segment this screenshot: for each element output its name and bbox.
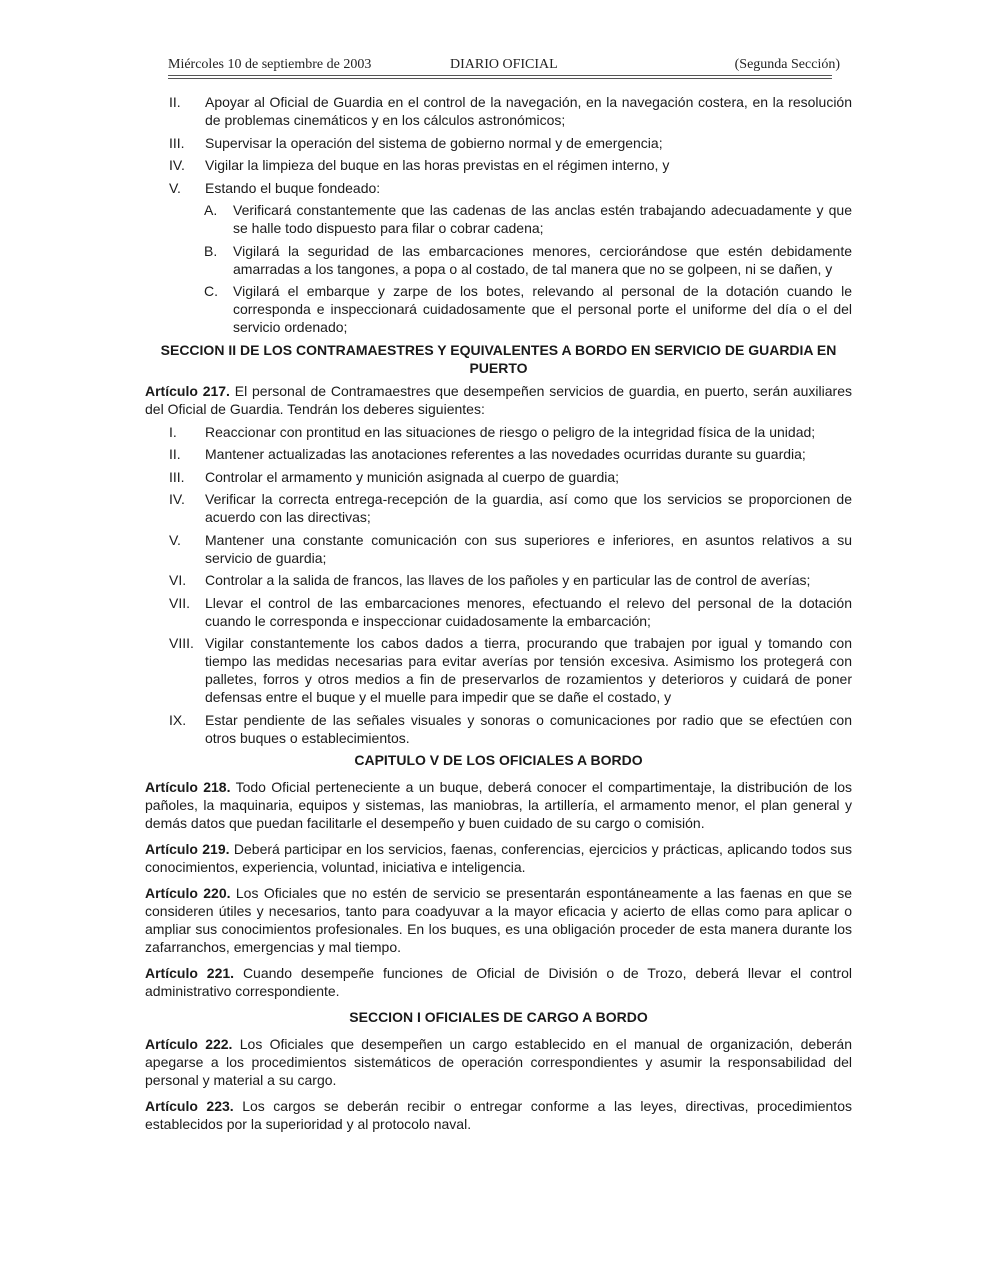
sublist-letter: A. [204, 202, 218, 218]
sublist-text: Vigilará la seguridad de las embarcaciones menores, cerciorándose que estén debidamente amarradas a los tangones, a popa o al costado, de tal manera que no se golpeen, ni se dañen, y [233, 242, 852, 277]
article-label: Artículo 217. [145, 382, 230, 399]
list-item [145, 156, 852, 174]
list-item [145, 179, 852, 197]
list-number: VI. [169, 572, 187, 588]
header-rule-bottom [168, 78, 832, 79]
header-title: DIARIO OFICIAL [450, 57, 558, 72]
article-text: Los cargos se deberán recibir o entregar conforme a las leyes, directivas, procedimientos establecidos por la superioridad y al protocolo naval. [145, 1098, 852, 1132]
list-item [145, 93, 852, 129]
list-number: IV. [169, 157, 185, 173]
article-label: Artículo 220. [145, 885, 231, 901]
header-rule-top [168, 75, 832, 76]
list-text: Vigilar constantemente los cabos dados a tierra, procurando que trabajen por igual y tomando con tiempo las medidas necesarias para evitar averías por tensión excesiva. Asimismo los protegerá con palletes, forros y otros medios a fin de preservarlos de rozamientos y deterioros y cuidará de poner defensas entre el buque y el muelle para impedir que se dañe el costado, y [205, 635, 852, 705]
list-text: Llevar el control de las embarcaciones menores, efectuando el relevo del personal de la dotación cuando le corresponda e inspeccionar cuidadosamente la embarcación; [205, 594, 852, 629]
list-number: V. [169, 179, 181, 196]
list-item [145, 468, 852, 486]
list-item [145, 634, 852, 706]
list-text: Estando el buque fondeado: [205, 179, 381, 196]
list-text: Controlar el armamento y munición asignada al cuerpo de guardia; [205, 468, 620, 485]
article-label: Artículo 222. [145, 1036, 233, 1052]
list-text: Vigilar la limpieza del buque en las horas previstas en el régimen interno, y [205, 157, 670, 173]
section-heading: SECCION II DE LOS CONTRAMAESTRES Y EQUIVALENTES A BORDO EN SERVICIO DE GUARDIA EN PUERTO [160, 341, 837, 376]
list-text: Controlar a la salida de francos, las llaves de los pañoles y en particular las de control de averías; [205, 572, 811, 588]
article-text: Todo Oficial perteneciente a un buque, deberá conocer el compartimentaje, la distribución de los pañoles, la maquinaria, equipos y sistemas, las maniobras, la artillería, el armamento menor, el plan general y demás datos que puedan facilitarle el desempeño y buen cuidado de su cargo o comisión. [145, 779, 852, 831]
list-item [145, 594, 852, 630]
list-number: IV. [169, 491, 185, 507]
sublist-text: Vigilará el embarque y zarpe de los botes, relevando al personal de la dotación cuando le corresponda e inspeccionará cuidadosamente que el personal porte el uniforme del día o el del servicio ordenado; [233, 283, 852, 335]
sublist-item [204, 201, 852, 237]
list-item [145, 423, 852, 441]
sublist-item [204, 282, 852, 336]
list-item [145, 531, 852, 567]
list-text: Verificar la correcta entrega-recepción de la guardia, así como que los servicios se proporcionen de acuerdo con las directivas; [205, 491, 852, 525]
list-number: II. [169, 446, 181, 462]
list-number: III. [169, 468, 185, 485]
article-label: Artículo 223. [145, 1098, 234, 1114]
list-text: Reaccionar con prontitud en las situaciones de riesgo o peligro de la integridad física de la unidad; [205, 423, 816, 440]
article-222 [145, 1035, 852, 1089]
article-text: Cuando desempeñe funciones de Oficial de División o de Trozo, deberá llevar el control administrativo correspondiente. [145, 965, 853, 999]
list-text: Mantener actualizadas las anotaciones referentes a las novedades ocurridas durante su guardia; [205, 446, 806, 462]
list-number: VIII. [169, 635, 194, 651]
document-body [145, 93, 852, 1141]
article-221 [145, 964, 852, 1000]
article-text: El personal de Contramaestres que desempeñen servicios de guardia, en puerto, serán auxiliares del Oficial de Guardia. Tendrán los deberes siguientes: [145, 382, 852, 417]
article-label: Artículo 219. [145, 841, 230, 857]
article-text: Los Oficiales que no estén de servicio se presentarán espontáneamente a las faenas en que se consideren útiles y necesarios, tanto para coadyuvar a la mayor eficacia y acierto de ellas como para aplicar o ampliar sus conocimientos profesionales. En los buques, es una obligación proceder de esta manera durante los zafarranchos, emergencias y mal tiempo. [145, 885, 852, 955]
article-220 [145, 884, 852, 956]
list-text: Supervisar la operación del sistema de gobierno normal y de emergencia; [205, 134, 663, 151]
list-number: I. [169, 423, 177, 440]
header-date: Miércoles 10 de septiembre de 2003 [168, 57, 372, 72]
article-217 [145, 382, 852, 418]
list-item [145, 445, 852, 463]
list-number: III. [169, 134, 185, 151]
list-number: II. [169, 94, 181, 110]
article-label: Artículo 221. [145, 965, 235, 981]
list-number: V. [169, 531, 181, 548]
sublist-letter: C. [204, 283, 218, 299]
article-text: Deberá participar en los servicios, faenas, conferencias, ejercicios y prácticas, aplicando todos sus conocimientos, experiencia, voluntad, iniciativa e inteligencia. [145, 841, 852, 875]
list-text: Mantener una constante comunicación con sus superiores e inferiores, en asuntos relativos a su servicio de guardia; [205, 531, 852, 566]
sublist-text: Verificará constantemente que las cadenas de las anclas estén trabajando adecuadamente y que se halle todo dispuesto para filar o cobrar cadena; [233, 202, 852, 236]
list-item [145, 134, 852, 152]
article-label: Artículo 218. [145, 779, 231, 795]
list-item [145, 490, 852, 526]
section-heading: SECCION I OFICIALES DE CARGO A BORDO [349, 1009, 648, 1025]
sublist-letter: B. [204, 242, 218, 259]
header-section: (Segunda Sección) [734, 57, 840, 72]
article-218 [145, 778, 852, 832]
article-223 [145, 1097, 852, 1133]
list-item [145, 571, 852, 589]
list-text: Estar pendiente de las señales visuales y sonoras o comunicaciones por radio que se efectúen con otros buques o establecimientos. [205, 711, 852, 746]
list-number: VII. [169, 594, 191, 611]
chapter-heading: CAPITULO V DE LOS OFICIALES A BORDO [354, 752, 643, 768]
list-text: Apoyar al Oficial de Guardia en el control de la navegación, en la navegación costera, en la resolución de problemas cinemáticos y en los cálculos astronómicos; [205, 94, 852, 128]
article-text: Los Oficiales que desempeñen un cargo establecido en el manual de organización, deberán apegarse a los procedimientos sistemáticos de operación correspondientes y asumir la responsabilidad del personal y material a su cargo. [145, 1036, 852, 1088]
sublist-item [204, 242, 852, 278]
list-number: IX. [169, 711, 187, 728]
page-header [168, 57, 840, 77]
article-219 [145, 840, 852, 876]
list-item [145, 711, 852, 747]
